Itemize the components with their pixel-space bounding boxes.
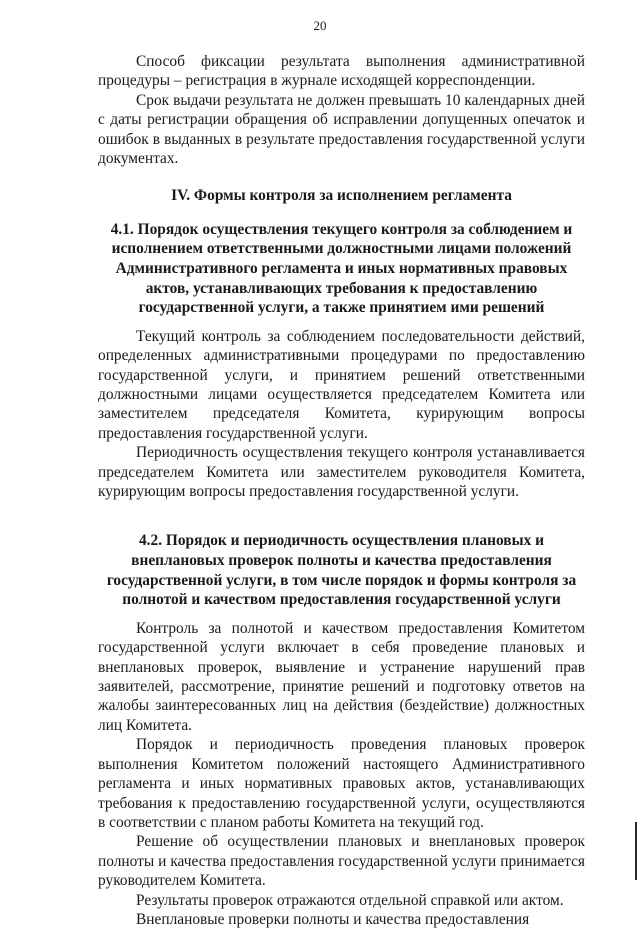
subsection-heading: 4.1. Порядок осуществления текущего контроля за соблюдением и исполнением ответственными должностными лицами положений Административного регламента и иных нормативных правовых актов, устанавливающих требования к предоставлению государственной услуги, а также принятием ими решений: [110, 220, 573, 317]
body-paragraph: Порядок и периодичность проведения плановых проверок выполнения Комитетом положений настоящего Административного регламента и иных нормативных правовых актов, устанавливающих требования к предоставлению государственной услуги, осуществляются в соответствии с планом работы Комитета на текущий год.: [98, 736, 585, 831]
body-paragraph: Текущий контроль за соблюдением последовательности действий, определенных административными процедурами по предоставлению государственной услуги, и принятием решений ответственными должностными лицами осуществляется председателем Комитета или заместителем председателя Комитета, курирующим вопросы предоставления государственной услуги.: [98, 327, 585, 442]
body-paragraph: Результаты проверок отражаются отдельной справкой или актом.: [136, 891, 564, 909]
body-paragraph: Решение об осуществлении плановых и внеплановых проверок полноты и качества предоставления государственной услуги принимается руководителем Комитета.: [98, 833, 585, 890]
page-content: [98, 52, 585, 929]
section-heading: IV. Формы контроля за исполнением регламента: [171, 187, 512, 205]
body-paragraph: Внеплановые проверки полноты и качества предоставления: [136, 910, 530, 928]
body-paragraph: Срок выдачи результата не должен превышать 10 календарных дней с даты регистрации обращения об исправлении допущенных опечаток и ошибок в выданных в результате предоставления государственной услуги документах.: [98, 91, 585, 168]
page-number: 20: [313, 18, 327, 33]
body-paragraph: Периодичность осуществления текущего контроля устанавливается председателем Комитета или заместителем руководителя Комитета, курирующим вопросы предоставления государственной услуги.: [98, 444, 585, 501]
body-paragraph: Способ фиксации результата выполнения административной процедуры – регистрация в журнале исходящей корреспонденции.: [98, 53, 585, 90]
scan-edge-mark: [635, 822, 637, 880]
subsection-heading: 4.2. Порядок и периодичность осуществления плановых и внеплановых проверок полноты и качества предоставления государственной услуги, в том числе порядок и формы контроля за полнотой и качеством предоставления государственной услуги: [106, 532, 577, 609]
body-paragraph: Контроль за полнотой и качеством предоставления Комитетом государственной услуги включает в себя проведение плановых и внеплановых проверок, выявление и устранение нарушений прав заявителей, рассмотрение, принятие решений и подготовку ответов на жалобы заинтересованных лиц на действия (бездействие) должностных лиц Комитета.: [98, 619, 585, 734]
